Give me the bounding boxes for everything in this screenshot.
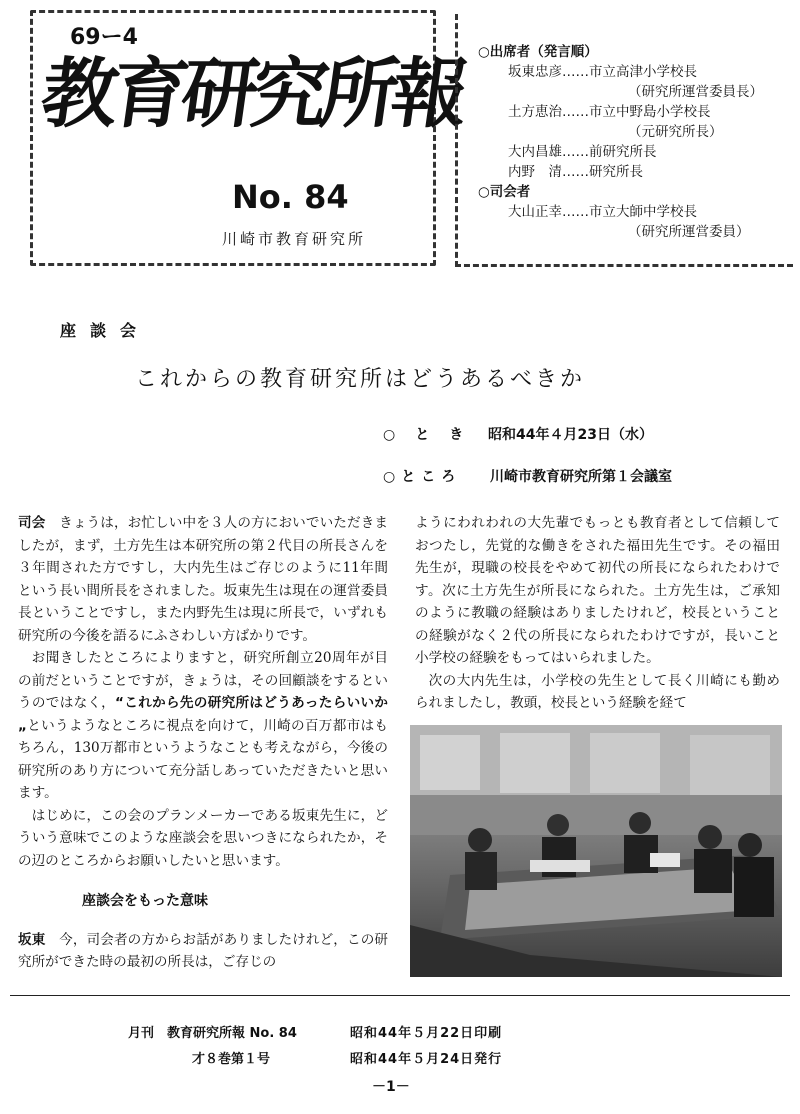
paragraph: 次の大内先生は，小学校の先生として長く川崎にも勤められましたし，教頭，校長という経験を経て <box>415 672 780 711</box>
attendee-name: 大内昌雄 <box>508 144 562 160</box>
footer-publication: 月刊 教育研究所報 No. 84 <box>128 1026 297 1041</box>
subheading: 座談会をもった意味 <box>82 893 208 909</box>
participants-list <box>478 42 788 242</box>
meeting-time-label: ○とき <box>383 427 484 443</box>
paragraph <box>18 929 388 974</box>
paragraph-text: というようなところに視点を向けて，川崎の百万都市はもちろん，130万都市というようなことも考えながら，今後の研究所のあり方について充分話しあっていただきたいと思います。 <box>18 717 388 801</box>
moderator-row <box>478 202 788 222</box>
journal-title: 教育研究所報 <box>35 49 469 138</box>
paragraph-text: きょうは，お忙しい中を３人の方においでいただきましたが，まず，土方先生は本研究所の第２代目の所長さんを３年間された方ですし，大内先生はご存じのように11年間という長い間所長をされました。坂東先生は現在の運営委員長ということですし，また内野先生は現に所長で，いずれも研究所の今後を語るにふさわしい方ばかりです。 <box>18 515 389 644</box>
footer-divider <box>10 995 790 996</box>
issue-number: No. 84 <box>232 178 349 216</box>
meeting-place-label: ○ところ <box>383 469 462 485</box>
article-title: これからの教育研究所はどうあるべきか <box>135 367 586 392</box>
attendee-note: （元研究所長） <box>628 124 723 140</box>
paragraph <box>18 512 388 647</box>
publisher-name: 川崎市教育研究所 <box>222 230 367 248</box>
body-column-right <box>415 512 780 715</box>
attendee-role: ……市立中野島小学校長 <box>562 104 711 120</box>
emphasized-quote: “これから先の研究所はどうあったらいいか„ <box>18 695 388 734</box>
paragraph: ようにわれわれの大先輩でもっとも教育者として信頼しておつたし，先覚的な働きをされた福田先生です。その福田先生が，現職の校長をやめて初代の所長になられたわけです。次に土方先生が所長になられた。土方先生は，ご承知のように教職の経験はありましたけれど，校長ということの経験がなく２代の所長になられたわけですが，長いこと小学校の経験をもってはいられました。 <box>415 515 780 666</box>
body-column-left <box>18 512 388 974</box>
attendee-name: 土方恵治 <box>508 104 562 120</box>
attendee-role: ……前研究所長 <box>562 144 657 160</box>
moderator-role: ……市立大師中学校長 <box>562 204 697 220</box>
footer-volume: 才８巻第１号 <box>192 1052 271 1067</box>
meeting-time-value: 昭和44年４月23日（水） <box>488 427 653 443</box>
attendees-heading: ○出席者（発言順） <box>478 44 598 60</box>
attendee-role: ……研究所長 <box>562 164 643 180</box>
meeting-photo-illustration <box>410 725 782 977</box>
attendee-row <box>478 102 788 122</box>
attendee-role: ……市立高津小学校長 <box>562 64 697 80</box>
attendee-row <box>478 162 788 182</box>
footer-print-date: 昭和44年５月22日印刷 <box>350 1026 503 1041</box>
meeting-place-value: 川崎市教育研究所第１会議室 <box>490 469 672 485</box>
paragraph: はじめに，この会のプランメーカーである坂東先生に，どういう意味でこのような座談会を思いつきになられたか，その辺のところからお願いしたいと思います。 <box>18 807 388 869</box>
attendee-row <box>478 62 788 82</box>
issue-code: 69ー4 <box>70 25 138 50</box>
attendee-name: 坂東忠彦 <box>508 64 562 80</box>
speaker-label: 司会 <box>18 515 46 531</box>
attendee-row <box>478 142 788 162</box>
page-number: －1－ <box>372 1079 410 1095</box>
paragraph-text: 今，司会者の方からお話がありましたけれど，この研究所ができた時の最初の所長は，ご存じの <box>18 931 389 970</box>
moderator-name: 大山正幸 <box>508 204 562 220</box>
attendee-name: 内野 清 <box>508 164 562 180</box>
attendee-note: （研究所運営委員長） <box>628 84 763 100</box>
footer-publish-date: 昭和44年５月24日発行 <box>350 1052 503 1067</box>
moderator-heading: ○司会者 <box>478 184 531 200</box>
paragraph-text: お聞きしたところによりますと，研究所創立20周年が目の前だということですが，きょうは，その回顧談をするというのではなく， <box>18 650 388 711</box>
paragraph <box>18 647 388 805</box>
meeting-photo <box>410 725 782 977</box>
moderator-note: （研究所運営委員） <box>628 224 750 240</box>
speaker-label: 坂東 <box>18 931 46 948</box>
section-label: 座談会 <box>60 321 151 340</box>
